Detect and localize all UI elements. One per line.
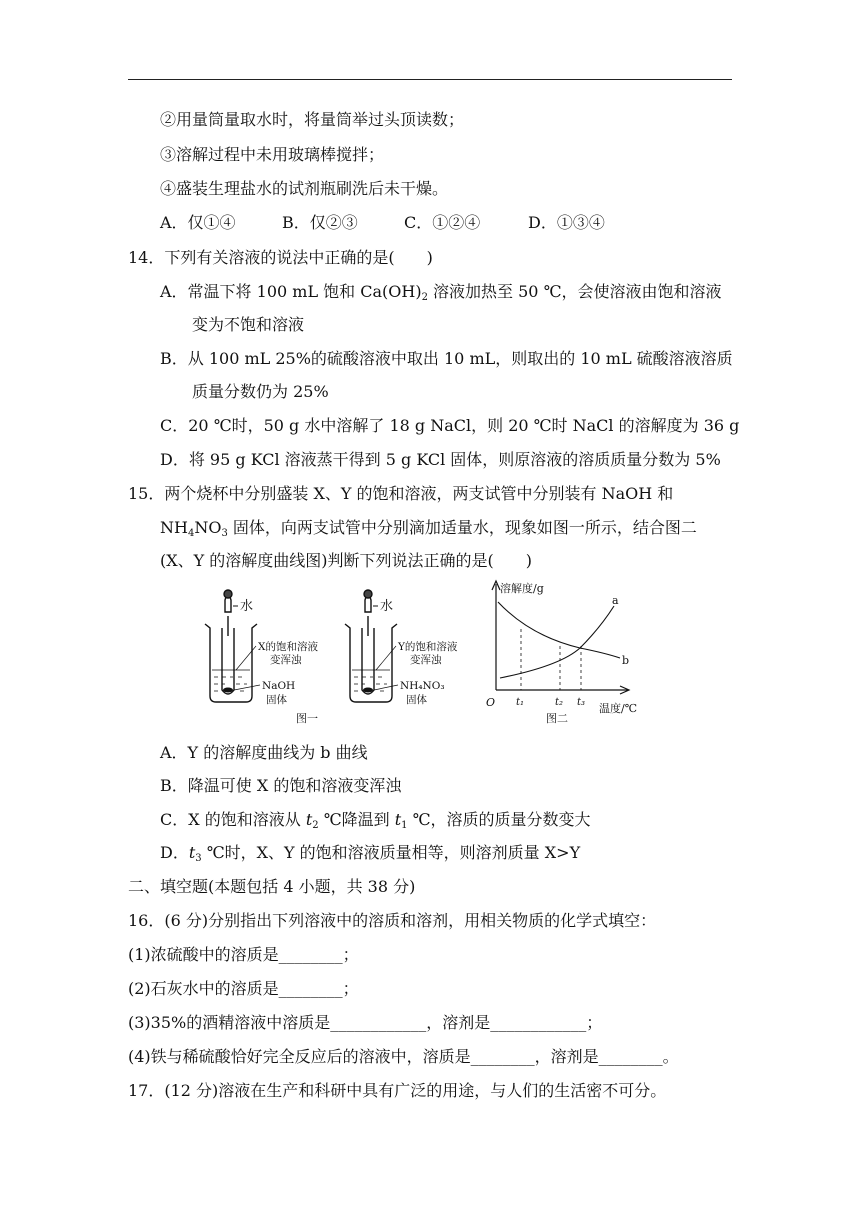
x-solution-label-2: 变浑浊 (270, 654, 302, 666)
q15-stem-line1: 15．两个烧杯中分别盛装 X、Y 的饱和溶液，两支试管中分别装有 NaOH 和 (128, 484, 674, 503)
q14-option-b-line2: 质量分数仍为 25% (192, 382, 329, 401)
q13-option-a: A．仅①④ (160, 213, 236, 232)
graph-x-axis-label: 温度/℃ (599, 702, 638, 715)
water-label-2: 水 (380, 599, 394, 614)
q17-stem: 17．(12 分)溶液在生产和科研中具有广泛的用途，与人们的生活密不可分。 (128, 1081, 667, 1100)
tick-t1: t₁ (516, 697, 525, 708)
q16-stem: 16．(6 分)分别指出下列溶液中的溶质和溶剂，用相关物质的化学式填空： (128, 911, 657, 930)
q15-option-a: A．Y 的溶解度曲线为 b 曲线 (160, 743, 368, 762)
q13-option-c: C．①②④ (404, 213, 481, 232)
header-rule (128, 79, 732, 80)
nh4no3-label-1: NH₄NO₃ (400, 680, 445, 692)
q15-figure (200, 578, 660, 726)
graph-y-axis-label: 溶解度/g (500, 582, 544, 595)
naoh-label-2: 固体 (266, 694, 287, 706)
tick-t3: t₃ (577, 697, 586, 708)
q16-part-2: (2)石灰水中的溶质是________； (128, 979, 359, 998)
curve-b-label: b (622, 654, 630, 667)
q15-stem-line3: (X、Y 的溶解度曲线图)判断下列说法正确的是( ) (160, 551, 533, 570)
q16-part-4: (4)铁与稀硫酸恰好完全反应后的溶液中，溶质是________，溶剂是________。 (128, 1047, 679, 1066)
curve-a (500, 606, 614, 678)
tick-t2: t₂ (555, 697, 564, 708)
naoh-label-1: NaOH (262, 680, 296, 692)
figure-one-caption: 图一 (296, 712, 318, 725)
q16-part-3: (3)35%的酒精溶液中溶质是____________，溶剂是____________； (128, 1013, 603, 1032)
curve-a-label: a (612, 594, 619, 607)
nh4no3-label-2: 固体 (406, 694, 427, 706)
q14-option-d: D．将 95 g KCl 溶液蒸干得到 5 g KCl 固体，则原溶液的溶质质量分数为 5% (160, 450, 721, 469)
water-label-1: 水 (240, 599, 254, 614)
q14-option-a-line2: 变为不饱和溶液 (192, 315, 305, 334)
q14-option-b-line1: B．从 100 mL 25%的硫酸溶液中取出 10 mL，则取出的 10 mL 硫酸溶液溶质 (160, 349, 733, 368)
q15-option-b: B．降温可使 X 的饱和溶液变浑浊 (160, 776, 402, 795)
q15-stem-line2: $NH_4NO_3$ 固体，向两支试管中分别滴加适量水，现象如图一所示，结合图二 (160, 518, 697, 539)
section-two-heading: 二、填空题(本题包括 4 小题，共 38 分) (128, 877, 416, 896)
q13-option-b: B．仅②③ (282, 213, 358, 232)
q14-stem: 14．下列有关溶液的说法中正确的是( ) (128, 248, 433, 267)
y-solution-label-2: 变浑浊 (410, 654, 442, 666)
q15-option-c: C．X 的饱和溶液从 $t_2$ ℃降温到 $t_1$ ℃，溶质的质量分数变大 (160, 810, 591, 831)
q13-item-4: ④盛装生理盐水的试剂瓶刷洗后未干燥。 (160, 179, 449, 198)
q13-option-d: D．①③④ (528, 213, 605, 232)
y-solution-label-1: Y的饱和溶液 (398, 641, 458, 653)
q13-item-3: ③溶解过程中未用玻璃棒搅拌； (160, 145, 385, 164)
graph-origin: O (486, 696, 496, 709)
curve-b (498, 602, 620, 658)
q14-option-a-line1: A．常温下将 100 mL 饱和 $Ca(OH)_2$ 溶液加热至 50 ℃，会使溶液由饱和溶液 (160, 282, 722, 303)
figure-two-caption: 图二 (546, 712, 568, 725)
q13-item-2: ②用量筒量取水时，将量筒举过头顶读数； (160, 110, 465, 129)
x-solution-label-1: X的饱和溶液 (258, 641, 318, 653)
q15-option-d: D．$t_3$ ℃时，X、Y 的饱和溶液质量相等，则溶剂质量 X>Y (160, 843, 581, 864)
q16-part-1: (1)浓硫酸中的溶质是________； (128, 945, 359, 964)
q14-option-c: C．20 ℃时，50 g 水中溶解了 18 g NaCl，则 20 ℃时 NaCl 的溶解度为 36 g (160, 416, 740, 435)
solubility-graph (492, 581, 629, 694)
